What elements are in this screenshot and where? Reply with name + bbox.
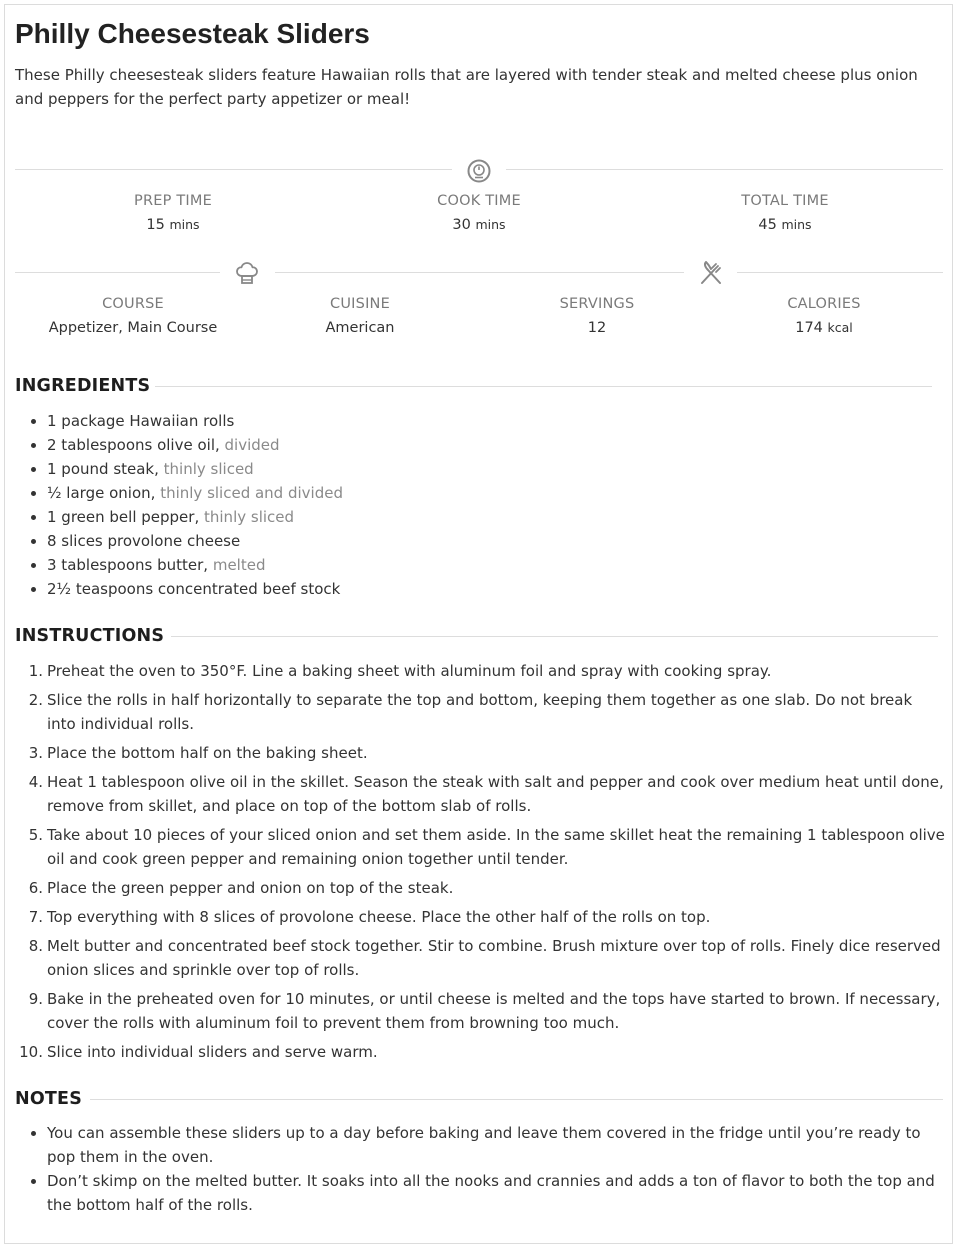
calories-amount: 174 [795, 320, 823, 336]
divider [15, 272, 220, 273]
total-time-unit: mins [781, 217, 812, 232]
divider [275, 272, 684, 273]
step-number: 6. [28, 879, 43, 897]
course-label: COURSE [102, 296, 164, 312]
notes-heading: NOTES [15, 1089, 83, 1109]
ingredient-note: thinly sliced [163, 460, 254, 478]
servings-value: 12 [587, 320, 607, 336]
recipe-summary: These Philly cheesesteak sliders feature Hawaiian rolls that are layered with tender steak and melted cheese plus onion and peppers for the perfect party appetizer or meal! [15, 66, 918, 108]
ingredient-item: 1 package Hawaiian rolls [47, 409, 343, 433]
step-number: 10. [19, 1043, 43, 1061]
calories-unit: kcal [827, 320, 853, 335]
ingredients-heading: INGREDIENTS [15, 376, 151, 396]
step-number: 5. [28, 826, 43, 844]
prep-time [93, 192, 253, 234]
total-time-label: TOTAL TIME [741, 193, 829, 209]
instructions-list [19, 659, 945, 1069]
step-number: 7. [28, 908, 43, 926]
step-number: 3. [28, 744, 43, 762]
instruction-step: 9. Bake in the preheated oven for 10 minutes, or until cheese is melted and the tops have started to brown. If necessary, cover the rolls with aluminum foil to prevent them from browning too much. [47, 987, 945, 1035]
note-item: Don’t skimp on the melted butter. It soaks into all the nooks and crannies and adds a ton of flavor to both the top and the bottom half of the rolls. [47, 1169, 945, 1217]
divider [737, 272, 943, 273]
total-time [705, 192, 865, 234]
divider [90, 1099, 943, 1100]
chef-hat-icon [234, 260, 260, 286]
divider [171, 636, 938, 637]
step-number: 2. [28, 691, 43, 709]
ingredient-item: ½ large onion, thinly sliced and divided [47, 481, 343, 505]
note-item: You can assemble these sliders up to a day before baking and leave them covered in the fridge until you’re ready to pop them in the oven. [47, 1121, 945, 1169]
instruction-step: 2. Slice the rolls in half horizontally to separate the top and bottom, keeping them together as one slab. Do not break into individual rolls. [47, 688, 945, 736]
calories [744, 295, 904, 337]
cook-time-unit: mins [475, 217, 506, 232]
ingredient-note: thinly sliced and divided [160, 484, 343, 502]
instruction-step: 3. Place the bottom half on the baking sheet. [47, 741, 945, 765]
instructions-heading: INSTRUCTIONS [15, 626, 165, 646]
ingredient-item: 2 tablespoons olive oil, divided [47, 433, 343, 457]
instruction-step: 7. Top everything with 8 slices of provolone cheese. Place the other half of the rolls on top. [47, 905, 945, 929]
calories-label: CALORIES [787, 296, 861, 312]
step-number: 1. [28, 662, 43, 680]
servings-label: SERVINGS [559, 296, 635, 312]
instruction-step: 10. Slice into individual sliders and serve warm. [47, 1040, 945, 1064]
prep-time-amount: 15 [146, 217, 165, 233]
divider [155, 386, 932, 387]
ingredient-item: 8 slices provolone cheese [47, 529, 343, 553]
prep-time-unit: mins [169, 217, 200, 232]
servings [517, 295, 677, 337]
total-time-amount: 45 [758, 217, 777, 233]
cook-time [399, 192, 559, 234]
instruction-step: 5. Take about 10 pieces of your sliced onion and set them aside. In the same skillet heat the remaining 1 tablespoon olive oil and cook green pepper and remaining onion together until tender. [47, 823, 945, 871]
instruction-step: 6. Place the green pepper and onion on top of the steak. [47, 876, 945, 900]
ingredient-note: divided [224, 436, 280, 454]
divider [15, 169, 452, 170]
cuisine-value: American [325, 320, 395, 336]
ingredient-note: thinly sliced [204, 508, 295, 526]
timer-icon [466, 158, 492, 184]
ingredient-item: 1 green bell pepper, thinly sliced [47, 505, 343, 529]
prep-time-label: PREP TIME [134, 193, 212, 209]
ingredient-item: 3 tablespoons butter, melted [47, 553, 343, 577]
step-number: 4. [28, 773, 43, 791]
instruction-step: 1. Preheat the oven to 350°F. Line a baking sheet with aluminum foil and spray with cooking spray. [47, 659, 945, 683]
cuisine-label: CUISINE [330, 296, 390, 312]
cook-time-amount: 30 [452, 217, 471, 233]
fork-knife-icon [697, 259, 725, 287]
ingredients-list [47, 409, 343, 601]
course-value: Appetizer, Main Course [48, 320, 218, 336]
instruction-step: 4. Heat 1 tablespoon olive oil in the skillet. Season the steak with salt and pepper and cook over medium heat until done, remove from skillet, and place on top of the bottom slab of rolls. [47, 770, 945, 818]
course [33, 295, 233, 337]
instruction-step: 8. Melt butter and concentrated beef stock together. Stir to combine. Brush mixture over top of rolls. Finely dice reserved onion slices and sprinkle over top of rolls. [47, 934, 945, 982]
step-number: 8. [28, 937, 43, 955]
cook-time-label: COOK TIME [437, 193, 521, 209]
notes-list [47, 1121, 945, 1217]
ingredient-item: 1 pound steak, thinly sliced [47, 457, 343, 481]
ingredient-item: 2½ teaspoons concentrated beef stock [47, 577, 343, 601]
divider [506, 169, 943, 170]
cuisine [280, 295, 440, 337]
recipe-title: Philly Cheesesteak Sliders [15, 18, 370, 49]
ingredient-note: melted [212, 556, 266, 574]
step-number: 9. [28, 990, 43, 1008]
